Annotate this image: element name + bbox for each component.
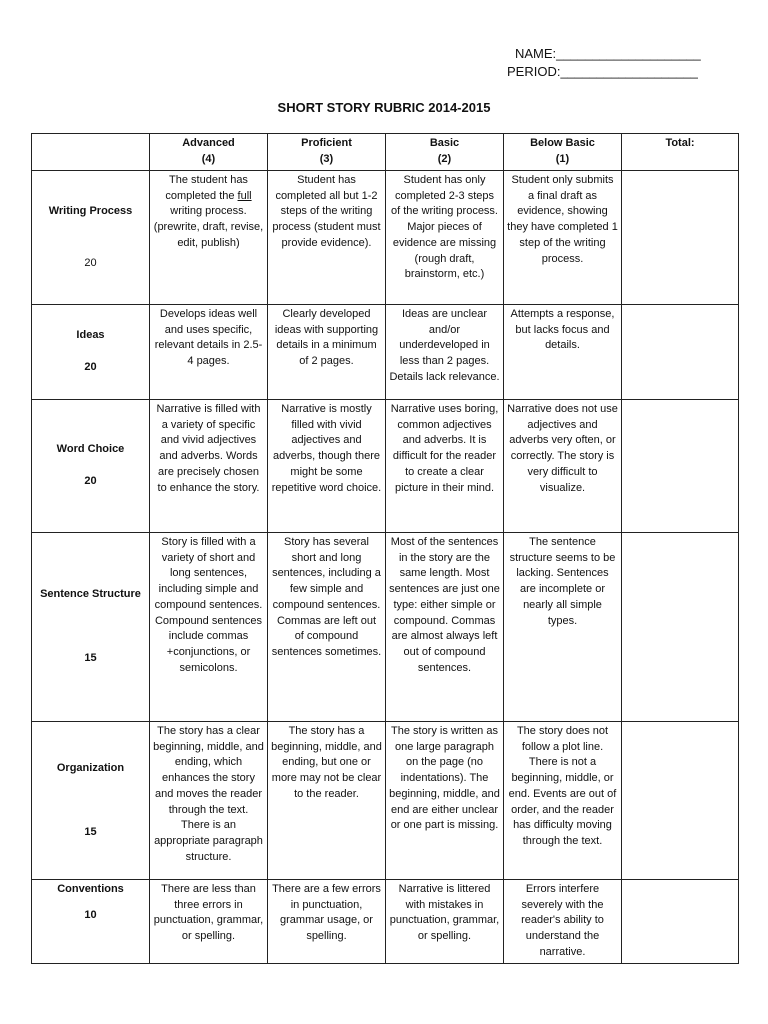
advanced-cell: The student has completed the full writing process. (prewrite, draft, revise, edit, publish) [150, 171, 268, 305]
total-cell[interactable] [622, 171, 739, 305]
total-cell[interactable] [622, 305, 739, 400]
below-basic-cell: The sentence structure seems to be lacking. Sentences are incomplete or nearly all simple types. [504, 533, 622, 722]
rubric-table [31, 133, 739, 964]
criterion-name: Organization [56, 761, 125, 774]
proficient-cell: There are a few errors in punctuation, grammar usage, or spelling. [268, 880, 386, 964]
below-basic-cell: Attempts a response, but lacks focus and details. [504, 305, 622, 400]
below-basic-cell: Errors interfere severely with the reader's ability to understand the narrative. [504, 880, 622, 964]
criterion-name: Word Choice [56, 443, 125, 456]
criterion-points: 20 [84, 475, 97, 487]
table-row [32, 722, 739, 880]
column-header-basic: Basic (2) [386, 134, 504, 171]
proficient-cell: Narrative is mostly filled with vivid adjectives and adverbs, though there might be some repetitive word choice. [268, 400, 386, 533]
criterion-points: 15 [84, 825, 97, 838]
criterion-name: Writing Process [48, 204, 133, 217]
column-header-below-basic: Below Basic (1) [504, 134, 622, 171]
criterion-points: 15 [84, 652, 97, 664]
criterion-name: Conventions [57, 883, 124, 895]
page-title: SHORT STORY RUBRIC 2014-2015 [277, 100, 491, 115]
criterion-cell [32, 880, 150, 964]
column-header-total: Total: [622, 134, 739, 171]
proficient-cell: Story has several short and long sentences, including a few simple and compound sentences. Commas are left out of compound sentences sometimes. [268, 533, 386, 722]
criterion-name: Sentence Structure [40, 588, 141, 601]
basic-cell: Most of the sentences in the story are the same length. Most sentences are just one type: either simple or compound. Commas are almost always left out of compound sentences. [386, 533, 504, 722]
basic-cell: Ideas are unclear and/or underdeveloped in less than 2 pages. Details lack relevance. [386, 305, 504, 400]
criterion-cell [32, 722, 150, 880]
criterion-cell [32, 305, 150, 400]
table-row [32, 400, 739, 533]
column-header-proficient: Proficient (3) [268, 134, 386, 171]
criterion-points: 20 [84, 256, 97, 269]
proficient-cell: Clearly developed ideas with supporting details in a minimum of 2 pages. [268, 305, 386, 400]
basic-cell: Narrative is littered with mistakes in punctuation, grammar, or spelling. [386, 880, 504, 964]
proficient-cell: Student has completed all but 1-2 steps of the writing process (student must provide evidence). [268, 171, 386, 305]
below-basic-cell: The story does not follow a plot line. There is not a beginning, middle, or end. Events are out of order, and the reader has difficulty moving through the text. [504, 722, 622, 880]
basic-cell: Student has only completed 2-3 steps of the writing process. Major pieces of evidence are missing (rough draft, brainstorm, etc.) [386, 171, 504, 305]
criterion-cell [32, 533, 150, 722]
criterion-points: 20 [84, 361, 97, 373]
total-cell[interactable] [622, 880, 739, 964]
criterion-cell [32, 171, 150, 305]
basic-cell: The story is written as one large paragraph on the page (no indentations). The beginning, middle, and end are either unclear or one part is missing. [386, 722, 504, 880]
column-header-criteria [32, 134, 150, 171]
header-row [32, 134, 739, 171]
criterion-cell [32, 400, 150, 533]
criterion-name: Ideas [76, 329, 105, 342]
name-field[interactable]: NAME:____________________ [515, 46, 701, 61]
advanced-cell: Develops ideas well and uses specific, relevant details in 2.5-4 pages. [150, 305, 268, 400]
table-row [32, 171, 739, 305]
column-header-advanced: Advanced (4) [150, 134, 268, 171]
advanced-cell: Narrative is filled with a variety of specific and vivid adjectives and adverbs. Words are precisely chosen to enhance the story. [150, 400, 268, 533]
advanced-cell: The story has a clear beginning, middle, and ending, which enhances the story and moves the reader through the text. There is an appropriate paragraph structure. [150, 722, 268, 880]
criterion-points: 10 [84, 908, 97, 921]
below-basic-cell: Student only submits a final draft as evidence, showing they have completed 1 step of the writing process. [504, 171, 622, 305]
table-row [32, 880, 739, 964]
proficient-cell: The story has a beginning, middle, and ending, but one or more may not be clear to the reader. [268, 722, 386, 880]
period-field[interactable]: PERIOD:___________________ [507, 64, 698, 79]
total-cell[interactable] [622, 722, 739, 880]
basic-cell: Narrative uses boring, common adjectives and adverbs. It is difficult for the reader to create a clear picture in their mind. [386, 400, 504, 533]
table-row [32, 305, 739, 400]
table-row [32, 533, 739, 722]
total-cell[interactable] [622, 533, 739, 722]
advanced-cell: There are less than three errors in punctuation, grammar, or spelling. [150, 880, 268, 964]
below-basic-cell: Narrative does not use adjectives and adverbs very often, or correctly. The story is very difficult to visualize. [504, 400, 622, 533]
total-cell[interactable] [622, 400, 739, 533]
advanced-cell: Story is filled with a variety of short and long sentences, including simple and compound sentences. Compound sentences include commas +conjunctions, or semicolons. [150, 533, 268, 722]
